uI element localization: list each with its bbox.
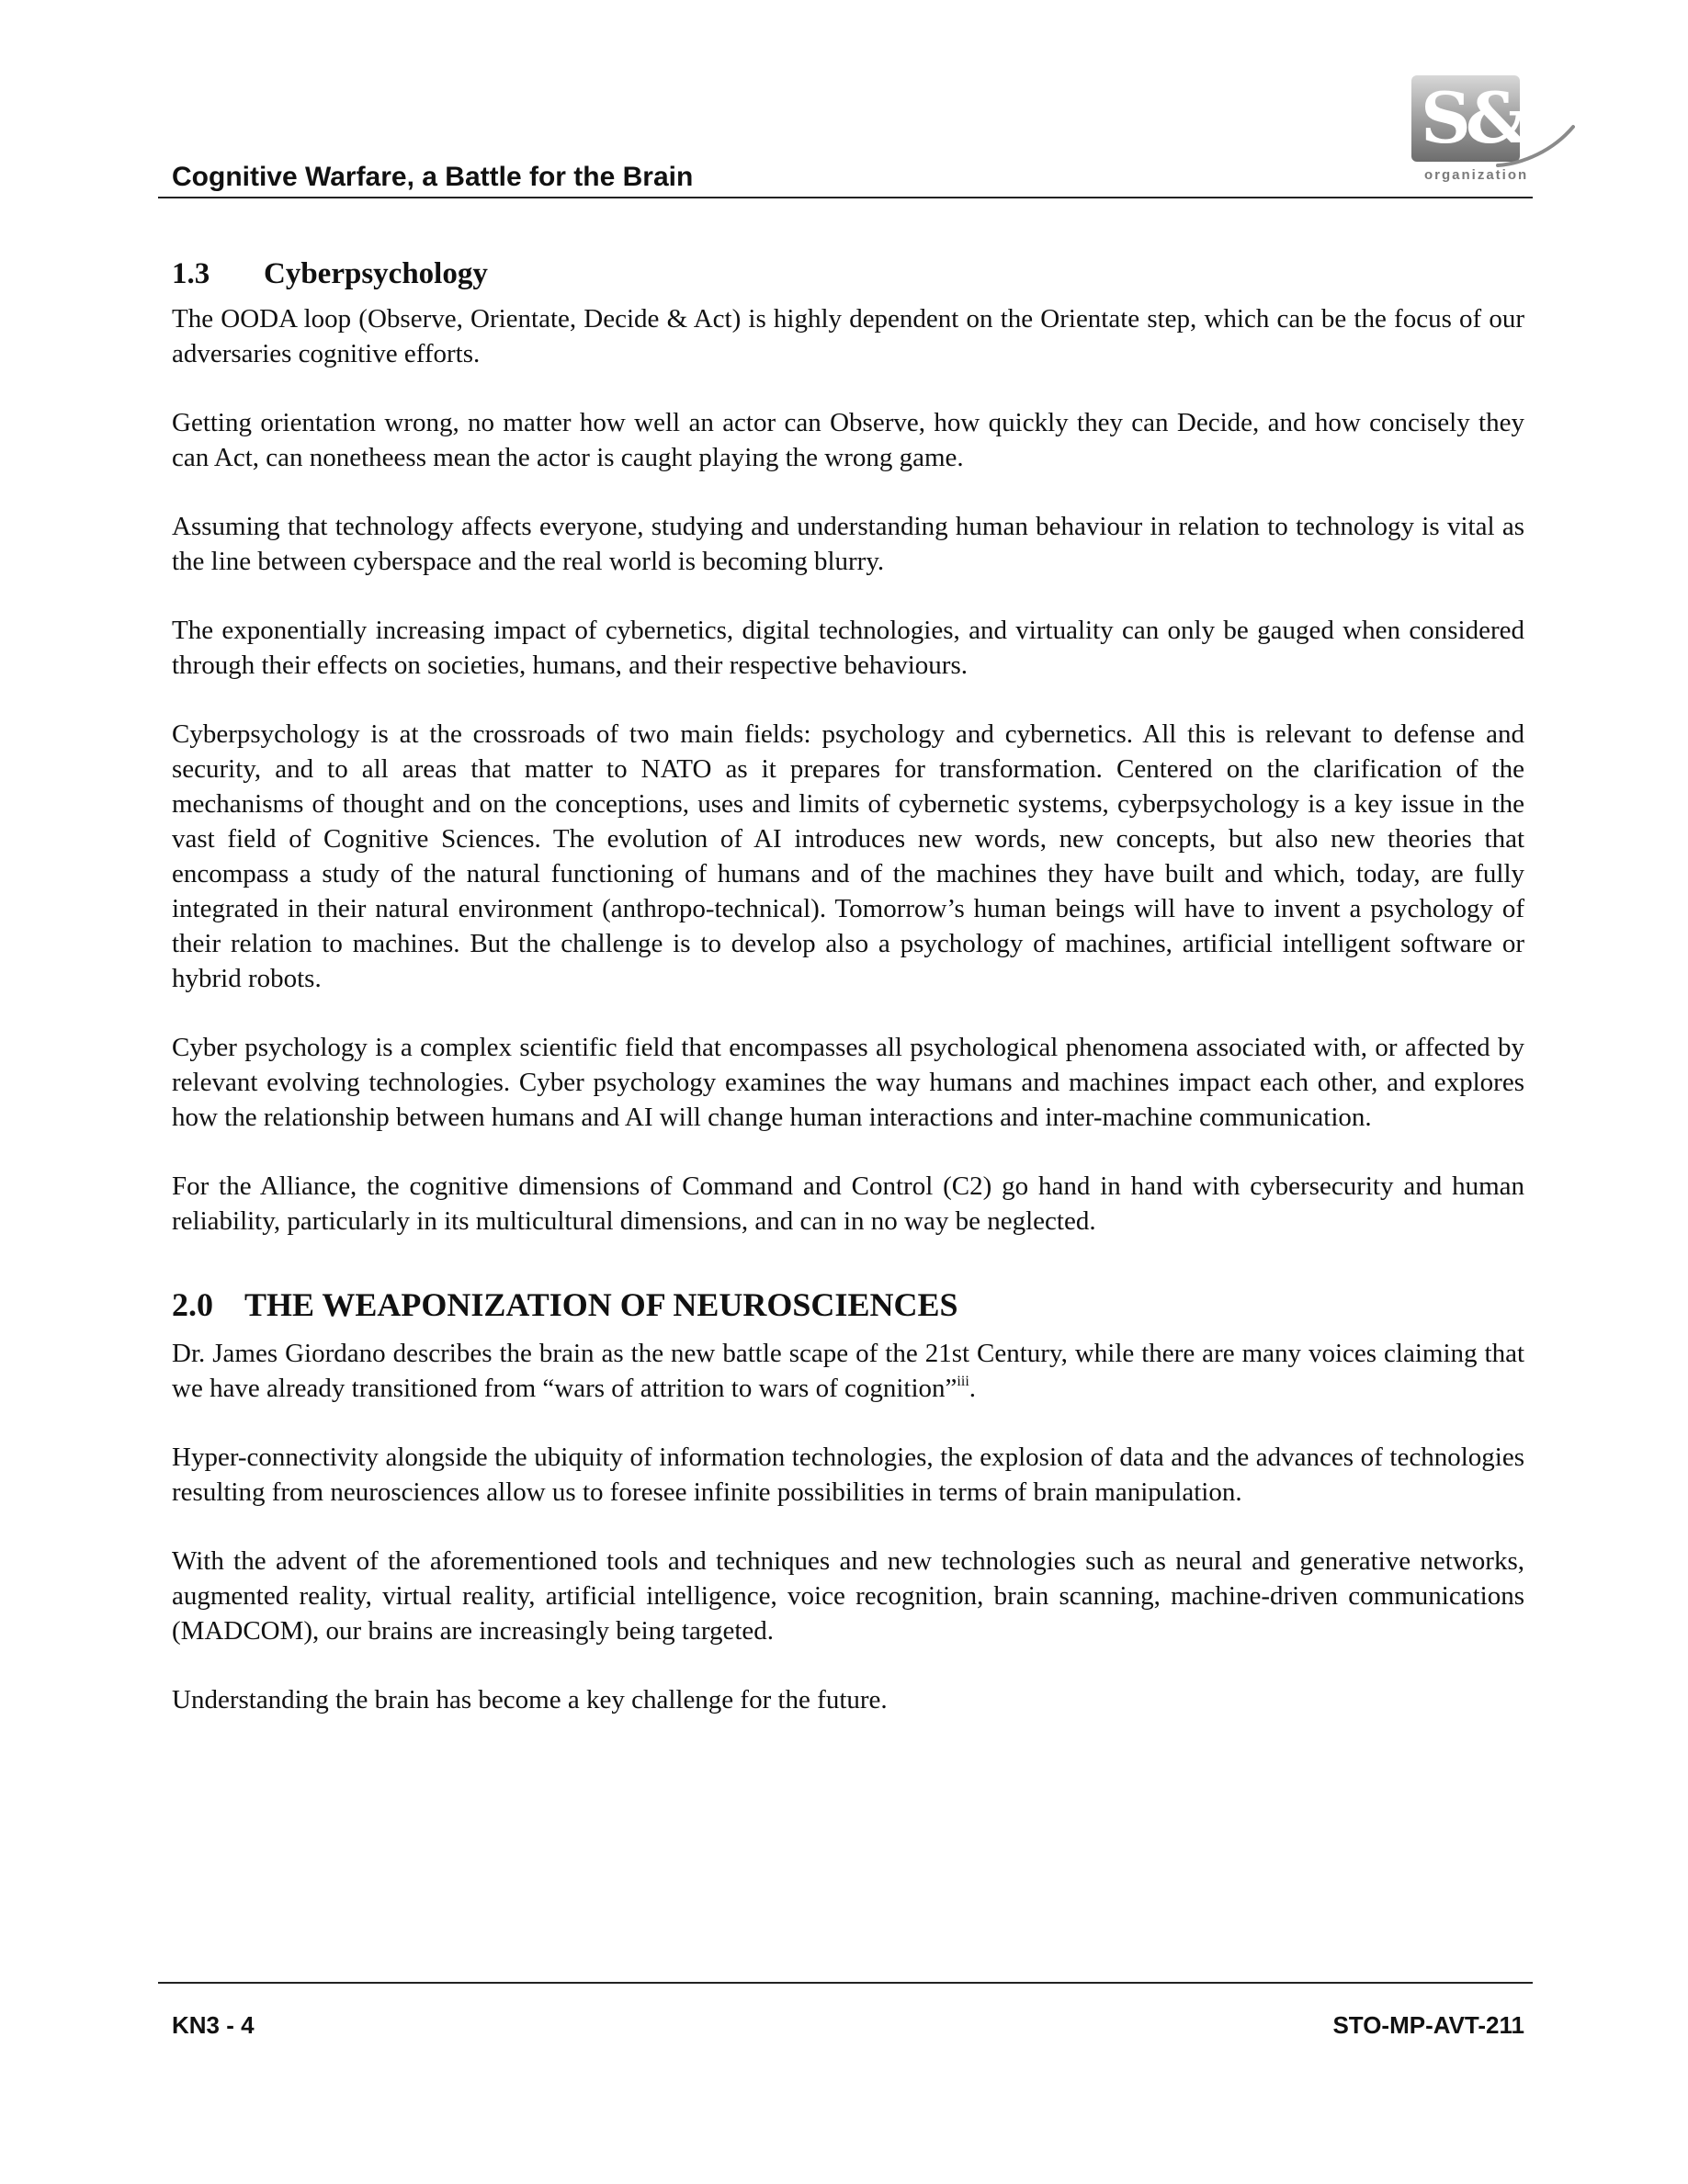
section-title: Cyberpsychology — [264, 257, 488, 290]
footer-rule — [158, 1982, 1533, 1984]
paragraph: Hyper-connectivity alongside the ubiquity of information technologies, the explosion of data and the advances of technologies resulting from neurosciences allow us to foresee infinite possibilities in terms of brain manipulation. — [172, 1443, 1524, 1507]
paragraph: The OODA loop (Observe, Orientate, Decide & Act) is highly dependent on the Orientate step, which can be the focus of our adversaries cognitive efforts. — [172, 304, 1524, 368]
paragraph — [172, 1336, 1524, 1406]
header-rule — [158, 197, 1533, 198]
section-title: THE WEAPONIZATION OF NEUROSCIENCES — [244, 1286, 958, 1323]
paragraph: Cyberpsychology is at the crossroads of two main fields: psychology and cybernetics. All this is relevant to defense and security, and to all areas that matter to NATO as it prepares for transformation. Centered on the clarification of the mechanisms of thought and on the conceptions, uses and limits of cybernetic systems, cyberpsychology is a key issue in the vast field of Cognitive Sciences. The evolution of AI introduces new words, new concepts, but also new theories that encompass a study of the natural functioning of humans and of the machines they have built and which, today, are fully integrated in their natural environment (anthropo-technical). Tomorrow’s human beings will have to invent a psychology of their relation to machines. But the challenge is to develop also a psychology of machines, artificial intelligent software or hybrid robots. — [172, 719, 1524, 993]
paragraph: Understanding the brain has become a key challenge for the future. — [172, 1685, 888, 1714]
paragraph-end: . — [969, 1374, 977, 1403]
paragraph: Getting orientation wrong, no matter how well an actor can Observe, how quickly they can Decide, and how concisely they can Act, can nonetheess mean the actor is caught playing the wrong game. — [172, 408, 1524, 472]
paragraph: Assuming that technology affects everyone, studying and understanding human behaviour in relation to technology is vital as the line between cyberspace and the real world is becoming blurry. — [172, 512, 1524, 576]
running-header-title: Cognitive Warfare, a Battle for the Brain — [172, 162, 694, 192]
footer-document-id: STO-MP-AVT-211 — [1332, 2011, 1524, 2039]
paragraph-text: Dr. James Giordano describes the brain as the new battle scape of the 21st Century, while there are many voices claiming that we have already transitioned from “wars of attrition to wars of cognition” — [172, 1339, 1524, 1403]
paragraph: With the advent of the aforementioned tools and techniques and new technologies such as neural and generative networks, augmented reality, virtual reality, artificial intelligence, voice recognition, brain scanning, machine-driven communications (MADCOM), our brains are increasingly being targeted. — [172, 1546, 1524, 1646]
paragraph: For the Alliance, the cognitive dimensions of Command and Control (C2) go hand in hand with cybersecurity and human reliability, particularly in its multicultural dimensions, and can in no way be neglected. — [172, 1171, 1524, 1236]
paragraph: Cyber psychology is a complex scientific field that encompasses all psychological phenomena associated with, or affected by relevant evolving technologies. Cyber psychology examines the way humans and machines impact each other, and explores how the relationship between humans and AI will change human interactions and inter-machine communication. — [172, 1033, 1524, 1132]
sto-logo — [1411, 75, 1575, 189]
paragraph: The exponentially increasing impact of cybernetics, digital technologies, and virtuality can only be gauged when considered through their effects on societies, humans, and their respective behaviours. — [172, 616, 1524, 680]
section-heading-1-3 — [172, 255, 1524, 292]
logo-subtitle: organization — [1424, 167, 1529, 183]
logo-swoosh-icon — [1496, 123, 1575, 169]
footer-page-label: KN3 - 4 — [172, 2011, 255, 2039]
logo-mark-text: S&T — [1421, 77, 1570, 159]
footnote-reference[interactable]: iii — [957, 1374, 969, 1389]
main-content — [172, 255, 1524, 1751]
section-number: 1.3 — [172, 257, 210, 290]
section-heading-2-0 — [172, 1284, 1524, 1325]
section-number: 2.0 — [172, 1286, 213, 1323]
